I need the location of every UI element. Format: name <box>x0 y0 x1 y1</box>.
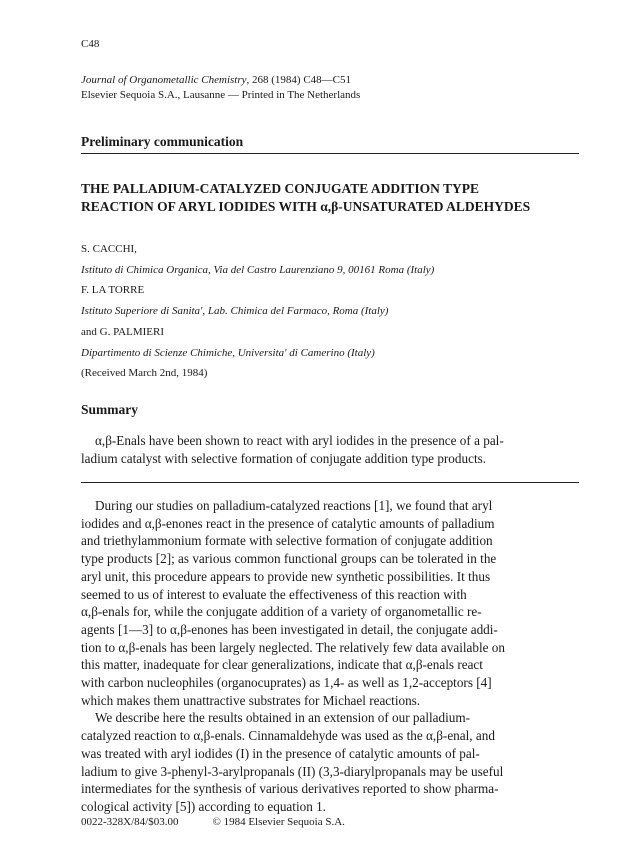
body-line: this matter, inadequate for clear generalizations, indicate that α,β-enals react <box>81 657 483 673</box>
body-line: α,β-enals for, while the conjugate addition of a variety of organometallic re- <box>81 604 482 620</box>
body-line: We describe here the results obtained in an extension of our palladium- <box>95 710 471 726</box>
journal-citation: , 268 (1984) C48—C51 <box>246 74 351 86</box>
author-name: S. CACCHI, <box>81 243 137 255</box>
body-line: which makes them unattractive substrates for Michael reactions. <box>81 692 421 708</box>
body-line: catalyzed reaction to α,β-enals. Cinnamaldehyde was used as the α,β-enal, and <box>81 728 495 744</box>
author-affiliation: Istituto Superiore di Sanita', Lab. Chimica del Farmaco, Roma (Italy) <box>81 305 389 318</box>
body-line: During our studies on palladium-catalyzed reactions [1], we found that aryl <box>95 498 493 513</box>
article-title <box>81 180 530 216</box>
header-rule <box>81 153 579 154</box>
title-line-1: THE PALLADIUM-CATALYZED CONJUGATE ADDITION TYPE <box>81 181 480 196</box>
page-number: C48 <box>81 38 100 50</box>
section-label: Preliminary communication <box>81 134 244 149</box>
author-block <box>81 239 434 384</box>
issn-price-code: 0022-328X/84/$03.00 <box>81 816 179 828</box>
summary-rule <box>81 482 579 483</box>
journal-name: Journal of Organometallic Chemistry <box>81 74 247 86</box>
body-line: was treated with aryl iodides (I) in the presence of catalytic amounts of pal- <box>81 745 480 761</box>
body-line: iodides and α,β-enones react in the presence of catalytic amounts of palladium <box>81 515 495 531</box>
journal-citation-line <box>81 73 360 88</box>
summary-line: ladium catalyst with selective formation of conjugate addition type products. <box>81 451 487 466</box>
copyright-notice: © 1984 Elsevier Sequoia S.A. <box>212 816 345 828</box>
page-footer <box>81 816 345 828</box>
body-line: cological activity [5]) according to equation 1. <box>81 798 326 814</box>
received-date: (Received March 2nd, 1984) <box>81 367 208 380</box>
author-name: and G. PALMIERI <box>81 325 165 338</box>
summary-line: α,β-Enals have been shown to react with aryl iodides in the presence of a pal- <box>95 433 504 448</box>
body-line: and triethylammonium formate with selective formation of conjugate addition <box>81 533 493 549</box>
summary-text <box>81 432 504 468</box>
author-name: F. LA TORRE <box>81 284 145 297</box>
body-line: tion to α,β-enals has been largely neglected. The relatively few data available on <box>81 639 505 655</box>
body-line: with carbon nucleophiles (organocuprates) as 1,4- as well as 1,2-acceptors [4] <box>81 675 492 691</box>
summary-heading: Summary <box>81 402 138 417</box>
body-line: agents [1—3] to α,β-enones has been investigated in detail, the conjugate addi- <box>81 621 498 637</box>
body-line: seemed to us of interest to evaluate the effectiveness of this reaction with <box>81 586 467 602</box>
author-affiliation: Istituto di Chimica Organica, Via del Castro Laurenziano 9, 00161 Roma (Italy) <box>81 263 435 276</box>
body-line: ladium to give 3-phenyl-3-arylpropanals (II) (3,3-diarylpropanals may be useful <box>81 763 504 779</box>
body-line: intermediates for the synthesis of various derivatives reported to show pharma- <box>81 781 499 797</box>
body-line: type products [2]; as various common functional groups can be tolerated in the <box>81 551 497 567</box>
body-line: aryl unit, this procedure appears to provide new synthetic possibilities. It thus <box>81 568 491 584</box>
journal-header <box>81 73 360 103</box>
title-line-2: REACTION OF ARYL IODIDES WITH α,β-UNSATURATED ALDEHYDES <box>81 199 531 214</box>
author-affiliation: Dipartimento di Scienze Chimiche, Universita' di Camerino (Italy) <box>81 346 375 359</box>
publisher-line: Elsevier Sequoia S.A., Lausanne — Printed in The Netherlands <box>81 89 361 101</box>
body-text <box>81 497 505 816</box>
